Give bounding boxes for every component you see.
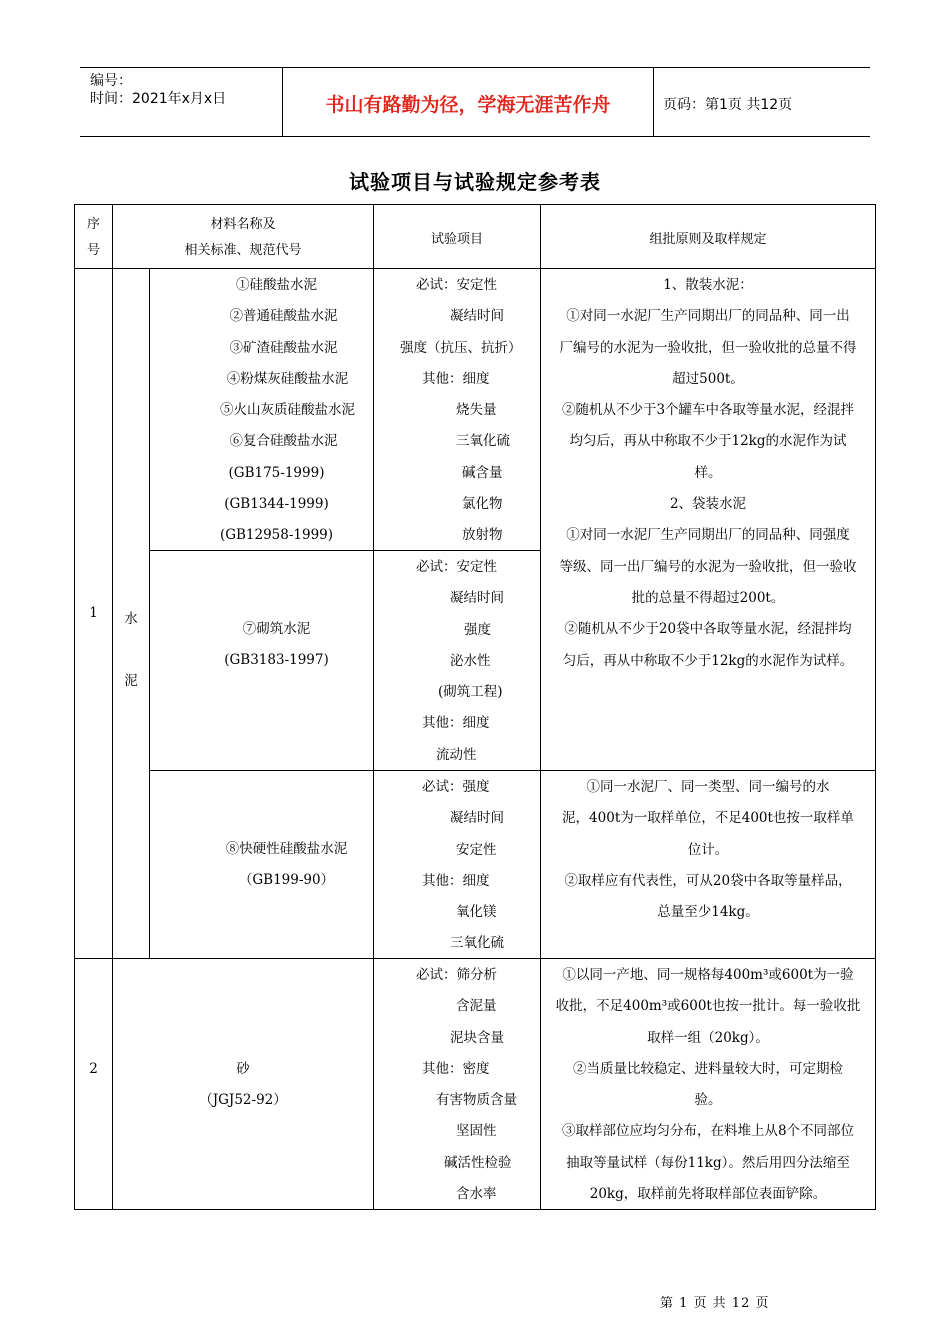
list-item: 其他：密度 (422, 1060, 490, 1077)
list-item: 烧失量 (456, 402, 497, 419)
list-item: 验。 (694, 1092, 722, 1109)
list-item: 其他：细度 (422, 872, 490, 889)
row2-materials (113, 1054, 373, 1117)
list-item: 匀后，再从中称取不少于12kg的水泥作为试样。 (562, 652, 854, 669)
list-item: (GB1344-1999) (224, 496, 329, 513)
header-material: 材料名称及 相关标准、规范代号 (184, 217, 302, 258)
row1-rule-ab (541, 270, 875, 677)
list-item: 等级、同一出厂编号的水泥为一验收批，但一验收 (559, 558, 857, 575)
list-item: 均匀后，再从中称取不少于12kg的水泥作为试 (569, 433, 847, 450)
list-item: 收批，不足400m³或600t也按一批计。每一验收批 (555, 998, 861, 1015)
list-item: (GB175-1999) (228, 464, 325, 481)
list-item: 必试：筛分析 (416, 967, 497, 983)
list-item: 必试：安定性 (416, 277, 497, 293)
row1-groupB-tests (374, 552, 540, 771)
row1-groupC-rule (541, 772, 875, 928)
list-item: 含泥量 (456, 998, 497, 1015)
list-item: （GB199-90） (238, 872, 335, 889)
list-item: 其他：细度 (422, 715, 490, 732)
list-item: 氯化物 (462, 496, 503, 513)
list-item: 泌水性 (450, 652, 491, 669)
list-item: 取样一组（20kg）。 (647, 1029, 769, 1046)
list-item: 三氧化硫 (456, 433, 510, 450)
list-item: 必试：强度 (422, 779, 490, 795)
list-item: ⑥复合硅酸盐水泥 (229, 433, 338, 450)
list-item: 抽取等量试样（每份11kg）。然后用四分法缩至 (566, 1154, 850, 1171)
row1-category: 水 泥 (124, 611, 138, 689)
list-item: (砌筑工程) (438, 684, 503, 701)
list-item: 样。 (694, 464, 722, 481)
list-item: ②当质量比较稳定、进料量较大时，可定期检 (573, 1060, 843, 1077)
row1-groupB-materials (150, 614, 373, 677)
list-item: 强度（抗压、抗折） (400, 339, 522, 356)
list-item: 砂 (236, 1061, 250, 1077)
document-title: 试验项目与试验规定参考表 (349, 170, 601, 194)
page-footer: 第 1 页 共 12 页 (660, 1296, 770, 1311)
list-item: 安定性 (456, 841, 497, 858)
list-item: ②随机从不少于3个罐车中各取等量水泥，经混拌 (561, 402, 855, 419)
serial-label: 编号： (90, 73, 132, 89)
list-item: 碱含量 (462, 464, 503, 481)
list-item: ②随机从不少于20袋中各取等量水泥，经混拌均 (564, 621, 852, 638)
header-left (90, 72, 285, 108)
list-item: ①同一水泥厂、同一类型、同一编号的水 (586, 779, 830, 795)
row2-rule (541, 960, 875, 1210)
list-item: ②取样应有代表性，可从20袋中各取等量样品， (564, 872, 852, 889)
list-item: 总量至少14kg。 (657, 904, 759, 921)
list-item: 批的总量不得超过200t。 (631, 589, 785, 606)
list-item: 1、散装水泥： (663, 277, 753, 293)
list-item: 氧化镁 (456, 904, 497, 921)
list-item: 20kg，取样前先将取样部位表面铲除。 (589, 1186, 827, 1203)
list-item: 厂编号的水泥为一验收批，但一验收批的总量不得 (559, 339, 857, 356)
header-page-label: 页码：第1页 共12页 (663, 97, 793, 113)
list-item: 放射物 (462, 527, 503, 544)
list-item: （JGJ52-92） (199, 1092, 287, 1109)
list-item: 凝结时间 (450, 810, 504, 827)
list-item: ①对同一水泥厂生产同期出厂的同品种、同强度 (566, 527, 850, 544)
list-item: ④粉煤灰硅酸盐水泥 (226, 370, 349, 387)
list-item: 凝结时间 (450, 308, 504, 325)
page-header (80, 67, 870, 137)
list-item: 强度 (464, 621, 491, 638)
list-item: (GB3183-1997) (224, 652, 329, 669)
row1-groupC-tests (374, 772, 540, 960)
header-divider (653, 68, 654, 136)
row2-tests (374, 960, 540, 1210)
header-rule: 组批原则及取样规定 (649, 232, 767, 247)
list-item: 含水率 (456, 1186, 497, 1203)
header-test: 试验项目 (430, 232, 483, 247)
list-item: ⑦砌筑水泥 (242, 621, 311, 637)
list-item: ①对同一水泥厂生产同期出厂的同品种、同一出 (566, 308, 850, 325)
list-item: 凝结时间 (450, 590, 504, 607)
row1-groupC-materials (150, 834, 373, 897)
list-item: 坚固性 (456, 1123, 497, 1140)
list-item: 其他：细度 (422, 370, 490, 387)
list-item: ①以同一产地、同一规格每400m³或600t为一验 (562, 967, 854, 983)
list-item: 超过500t。 (672, 370, 744, 387)
list-item: ⑧快硬性硅酸盐水泥 (225, 841, 348, 857)
list-item: ②普通硅酸盐水泥 (229, 308, 338, 325)
list-item: (GB12958-1999) (219, 527, 334, 544)
list-item: 位计。 (687, 841, 729, 858)
header-motto: 书山有路勤为径，学海无涯苦作舟 (325, 94, 611, 116)
list-item: 流动性 (436, 746, 477, 763)
list-item: ③矿渣硅酸盐水泥 (229, 339, 338, 356)
row1-groupA-tests (374, 270, 540, 552)
list-item: 必试：安定性 (416, 559, 497, 575)
list-item: 碱活性检验 (444, 1154, 512, 1171)
list-item: 2、袋装水泥 (669, 496, 747, 513)
list-item: 有害物质含量 (436, 1092, 517, 1109)
header-seq: 序 号 (86, 217, 100, 258)
list-item: ⑤火山灰质硅酸盐水泥 (220, 402, 355, 419)
row2-seq: 2 (89, 1061, 98, 1077)
time-label: 时间：2021年x月x日 (90, 91, 227, 107)
list-item: ①硅酸盐水泥 (236, 277, 317, 293)
list-item: 泥，400t为一取样单位，不足400t也按一取样单 (562, 810, 854, 827)
list-item: ③取样部位应均匀分布，在料堆上从8个不同部位 (561, 1123, 855, 1140)
row1-groupA-materials (150, 270, 373, 552)
list-item: 三氧化硫 (450, 935, 504, 952)
list-item: 泥块含量 (450, 1029, 504, 1046)
row1-seq: 1 (89, 605, 98, 621)
